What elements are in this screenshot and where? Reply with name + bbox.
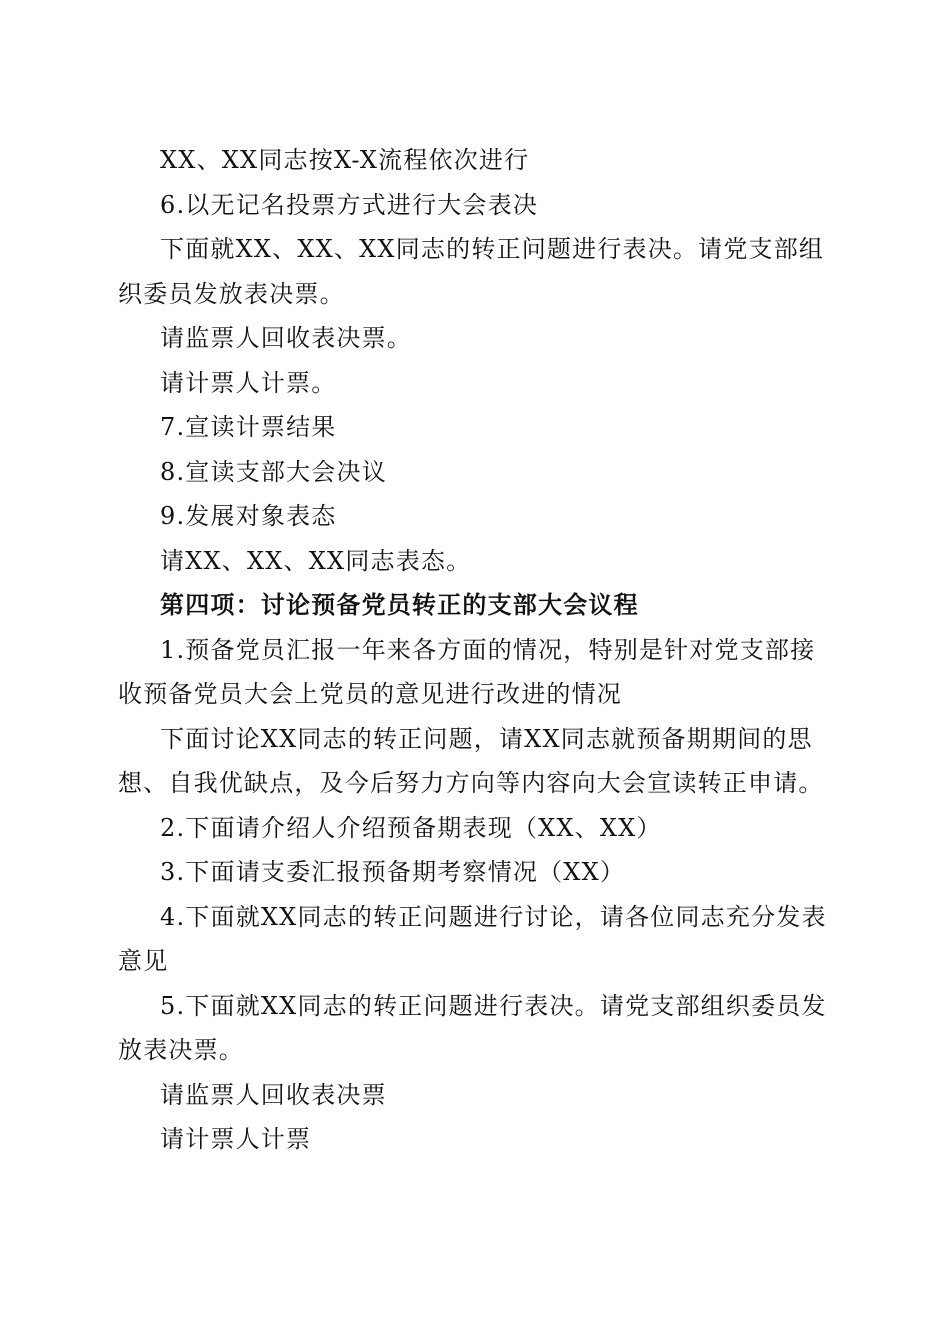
section-heading: 第四项：讨论预备党员转正的支部大会议程 — [160, 590, 639, 619]
document-body — [118, 138, 828, 1162]
paragraph: 下面讨论XX同志的转正问题，请XX同志就预备期期间的思想、自我优缺点，及今后努力方向等内容向大会宣读转正申请。 — [118, 724, 824, 797]
paragraph: XX、XX同志按X-X流程依次进行 — [160, 146, 530, 174]
paragraph: 请监票人回收表决票。 — [160, 324, 412, 352]
paragraph: 7.宣读计票结果 — [160, 413, 337, 441]
paragraph: 请计票人计票。 — [160, 368, 337, 397]
paragraph: 请XX、XX、XX同志表态。 — [160, 546, 472, 575]
paragraph: 8.宣读支部大会决议 — [160, 457, 387, 486]
paragraph: 请计票人计票 — [160, 1125, 312, 1153]
paragraph: 请监票人回收表决票 — [160, 1080, 387, 1109]
paragraph: 3.下面请支委汇报预备期考察情况（XX） — [160, 858, 626, 886]
paragraph: 9.发展对象表态 — [160, 502, 337, 530]
paragraph: 1.预备党员汇报一年来各方面的情况，特别是针对党支部接收预备党员大会上党员的意见进行改进的情况 — [118, 635, 816, 708]
paragraph: 4.下面就XX同志的转正问题进行讨论，请各位同志充分发表意见 — [118, 902, 827, 975]
paragraph: 下面就XX、XX、XX同志的转正问题进行表决。请党支部组织委员发放表决票。 — [118, 235, 825, 308]
paragraph: 6.以无记名投票方式进行大会表决 — [160, 190, 539, 219]
paragraph: 5.下面就XX同志的转正问题进行表决。请党支部组织委员发放表决票。 — [118, 991, 827, 1064]
paragraph: 2.下面请介绍人介绍预备期表现（XX、XX） — [160, 813, 662, 842]
